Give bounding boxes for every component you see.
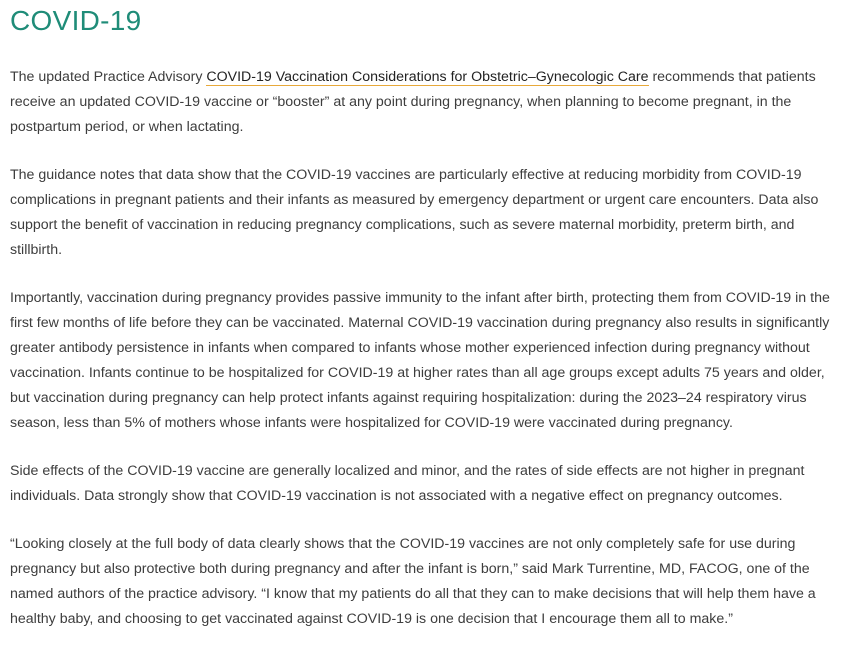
section-heading: COVID-19: [10, 5, 142, 36]
paragraph-side-effects: Side effects of the COVID-19 vaccine are generally localized and minor, and the rates of side effects are not higher in pregnant individuals. Data strongly show that COVID-19 vaccination is not associated with a negative effect on pregnancy outcomes.: [10, 463, 805, 505]
paragraph-advisory-rest: recommends that patients receive an updated COVID-19 vaccine or “booster” at any point during pregnancy, when planning to become pregnant, in the postpartum period, or when lactating.: [10, 69, 816, 136]
paragraph-passive-immunity: Importantly, vaccination during pregnancy provides passive immunity to the infant after birth, protecting them from COVID-19 in the first few months of life before they can be vaccinated. Maternal COVID-19 vaccination during pregnancy also results in significantly greater antibody persistence in infants when compared to infants whose mother experienced infection during pregnancy without vaccination. Infants continue to be hospitalized for COVID-19 at higher rates than all age groups except adults 75 years and older, but vaccination during pregnancy can help protect infants against requiring hospitalization: during the 2023–24 respiratory virus season, less than 5% of mothers whose infants were hospitalized for COVID-19 were vaccinated during pregnancy.: [10, 289, 830, 432]
paragraph-advisory: [10, 65, 837, 140]
practice-advisory-link[interactable]: COVID-19 Vaccination Considerations for Obstetric–Gynecologic Care: [206, 69, 649, 85]
paragraph-guidance: The guidance notes that data show that the COVID-19 vaccines are particularly effective at reducing morbidity from COVID-19 complications in pregnant patients and their infants as measured by emergency department or urgent care encounters. Data also support the benefit of vaccination in reducing pregnancy complications, such as severe maternal morbidity, preterm birth, and stillbirth.: [10, 166, 819, 259]
paragraph-advisory-intro: The updated Practice Advisory: [10, 69, 207, 85]
paragraph-quote: “Looking closely at the full body of data clearly shows that the COVID-19 vaccines are not only completely safe for use during pregnancy but also protective both during pregnancy and after the infant is born,” said Mark Turrentine, MD, FACOG, one of the named authors of the practice advisory. “I know that my patients do all that they can to make decisions that will help them have a healthy baby, and choosing to get vaccinated against COVID-19 is one decision that I encourage them all to make.”: [10, 535, 816, 628]
